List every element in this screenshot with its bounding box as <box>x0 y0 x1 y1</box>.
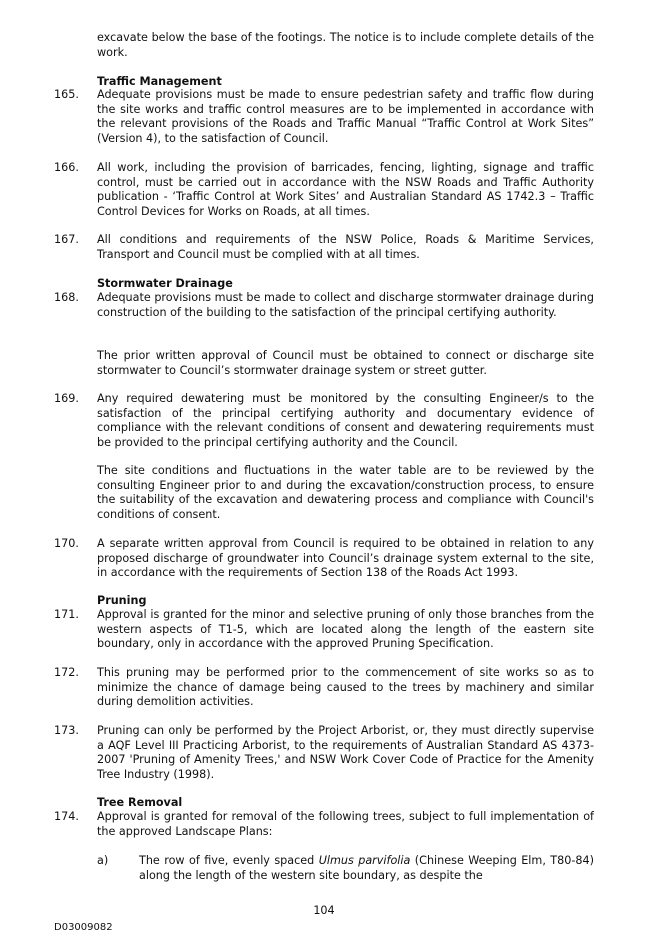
clause-174 <box>54 810 594 839</box>
species-name: Ulmus parvifolia <box>318 854 411 867</box>
clause-text: This pruning may be performed prior to the commencement of site works so as to minimize the chance of damage being caused to the trees by machinery and similar during demolition activities. <box>97 666 594 709</box>
clause-number: 171. <box>54 608 79 621</box>
heading-stormwater-drainage: Stormwater Drainage <box>97 277 233 290</box>
clause-174-item-a <box>97 854 594 883</box>
clause-number: 167. <box>54 233 79 246</box>
clause-number: 173. <box>54 724 79 737</box>
clause-number: 165. <box>54 88 79 101</box>
clause-number: 174. <box>54 810 79 823</box>
clause-168 <box>54 291 594 320</box>
clause-172 <box>54 666 594 710</box>
clause-text: Adequate provisions must be made to collect and discharge stormwater drainage during construction of the building to the satisfaction of the principal certifying authority. <box>97 291 594 319</box>
clause-number: 168. <box>54 291 79 304</box>
page-number: 104 <box>313 904 335 917</box>
clause-166 <box>54 161 594 219</box>
clause-165 <box>54 88 594 146</box>
clause-170 <box>54 537 594 581</box>
document-id: D03009082 <box>54 922 113 933</box>
clause-text: A separate written approval from Council is required to be obtained in relation to any proposed discharge of groundwater into Council’s drainage system external to the site, in accordance with the requirements of Section 138 of the Roads Act 1993. <box>97 537 594 580</box>
item-text <box>139 854 594 883</box>
clause-text: Any required dewatering must be monitored by the consulting Engineer/s to the satisfaction of the principal certifying authority and documentary evidence of compliance with the relevant conditions of consent and dewatering requirements must be provided to the principal certifying authority and the Council. <box>97 392 594 449</box>
heading-pruning: Pruning <box>97 594 147 607</box>
clause-text: All conditions and requirements of the NSW Police, Roads & Maritime Services, Transport and Council must be complied with at all times. <box>97 233 594 261</box>
heading-traffic-management: Traffic Management <box>97 75 222 88</box>
clause-text: Approval is granted for removal of the following trees, subject to full implementation of the approved Landscape Plans: <box>97 810 594 838</box>
clause-169 <box>54 392 594 450</box>
heading-tree-removal: Tree Removal <box>97 796 183 809</box>
clause-167 <box>54 233 594 262</box>
clause-169-paragraph-2: The site conditions and fluctuations in the water table are to be reviewed by the consulting Engineer prior to and during the excavation/construction process, to ensure the suitability of the excavation and dewatering process and compliance with Council's conditions of consent. <box>97 464 594 521</box>
clause-text: Approval is granted for the minor and selective pruning of only those branches from the western aspects of T1-5, which are located along the length of the eastern site boundary, only in accordance with the approved Pruning Specification. <box>97 608 594 651</box>
item-text-after: (Chinese Weeping Elm, T80-84) along the length of the western site boundary, as despite the <box>139 854 594 882</box>
clause-168-paragraph-2: The prior written approval of Council must be obtained to connect or discharge site stormwater to Council’s stormwater drainage system or street gutter. <box>97 349 594 377</box>
clause-173 <box>54 724 594 782</box>
clause-number: 170. <box>54 537 79 550</box>
clause-number: 166. <box>54 161 79 174</box>
clause-171 <box>54 608 594 652</box>
clause-text: Adequate provisions must be made to ensure pedestrian safety and traffic flow during the site works and traffic control measures are to be implemented in accordance with the relevant provisions of the Roads and Traffic Manual “Traffic Control at Work Sites” (Version 4), to the satisfaction of Council. <box>97 88 594 145</box>
clause-number: 172. <box>54 666 79 679</box>
item-text-before: The row of five, evenly spaced <box>139 854 319 867</box>
item-label: a) <box>97 854 109 867</box>
clause-text: All work, including the provision of barricades, fencing, lighting, signage and traffic control, must be carried out in accordance with the NSW Roads and Traffic Authority publication - ‘Traffic Control at Work Sites’ and Australian Standard AS 1742.3 – Traffic Control Devices for Works on Roads, at all times. <box>97 161 594 218</box>
intro-paragraph: excavate below the base of the footings. The notice is to include complete details of the work. <box>97 31 594 59</box>
clause-number: 169. <box>54 392 79 405</box>
clause-text: Pruning can only be performed by the Project Arborist, or, they must directly supervise a AQF Level III Practicing Arborist, to the requirements of Australian Standard AS 4373-2007 'Pruning of Amenity Trees,' and NSW Work Cover Code of Practice for the Amenity Tree Industry (1998). <box>97 724 594 781</box>
